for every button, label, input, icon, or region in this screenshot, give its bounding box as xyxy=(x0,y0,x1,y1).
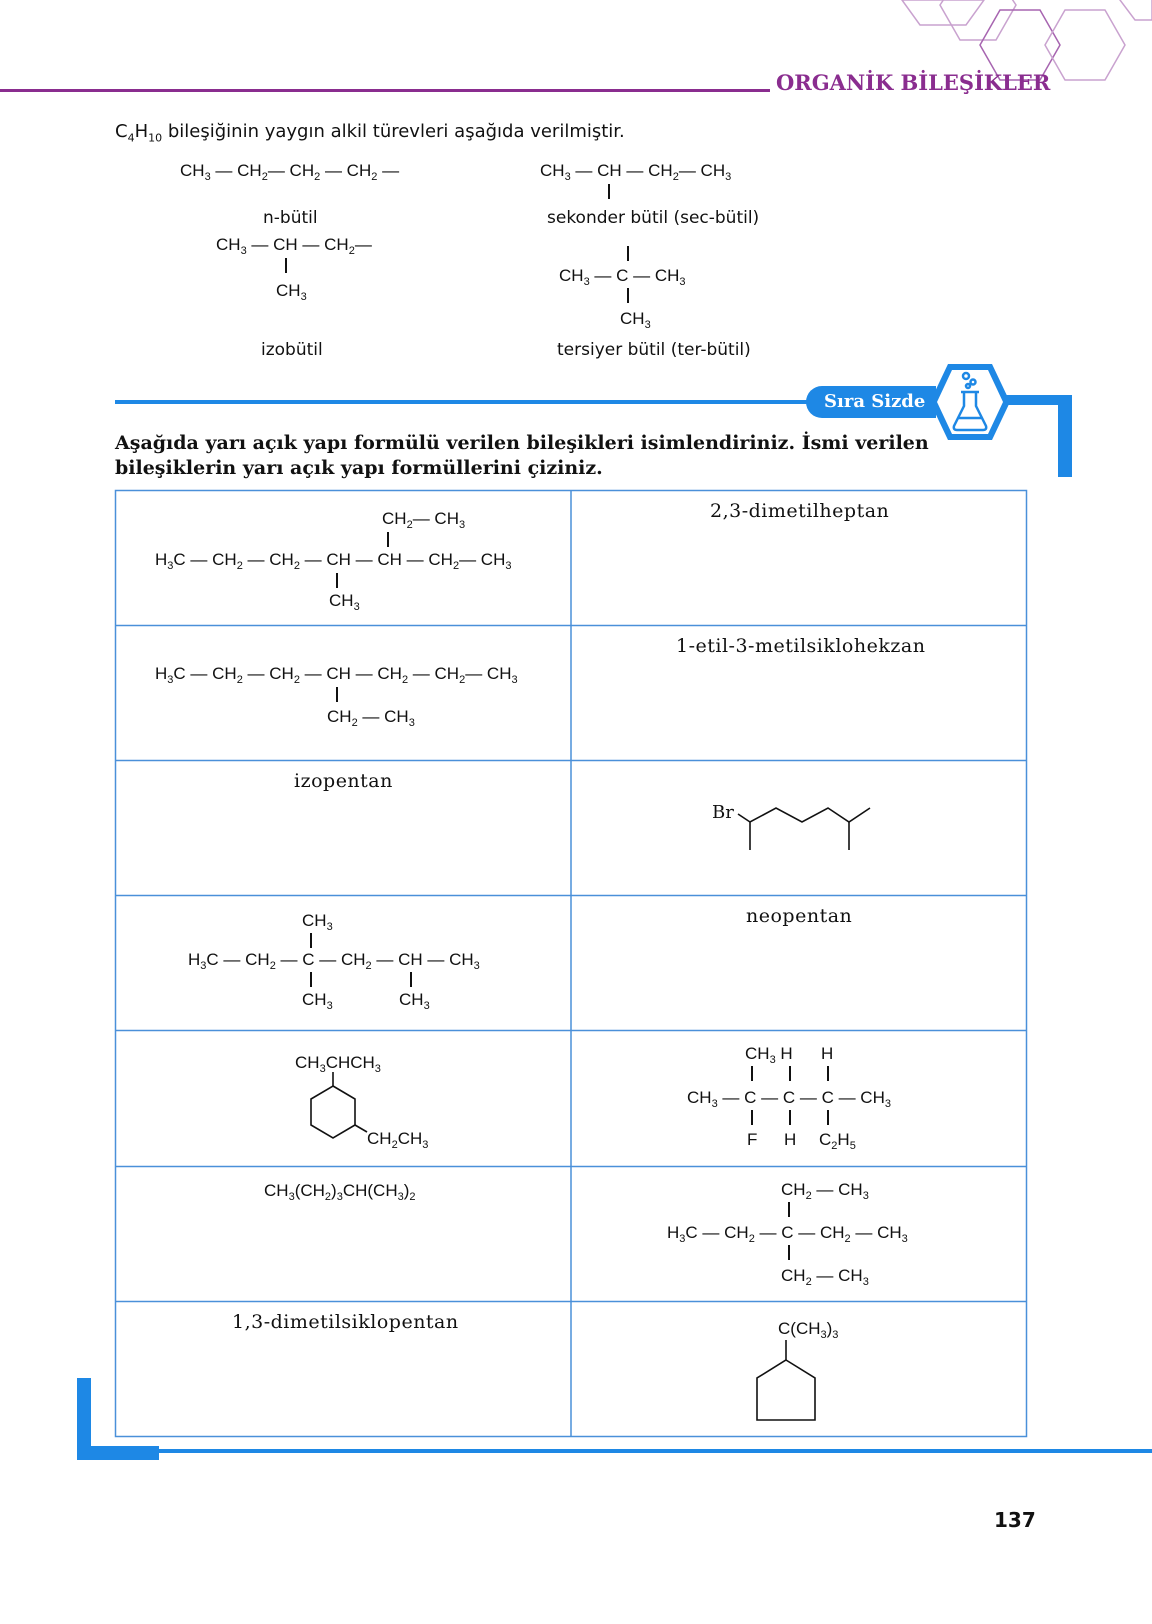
table-cell-r1-right: 2,3-dimetilheptan xyxy=(710,500,890,522)
sec-butyl-label: sekonder bütil (sec-bütil) xyxy=(547,208,760,228)
section-badge-label: Sıra Sizde xyxy=(824,391,926,412)
sec-butyl-structure: $CH_3$ — CH — $CH_2—$ $CH_3$ xyxy=(540,162,780,202)
n-butyl-structure: $CH_3$ — $CH_2—$ $CH_2$ — $CH_2$ — xyxy=(180,161,400,183)
table-cell-r1-left: $CH_2—$ $CH_3$ $H_3C$ — $CH_2$ — $CH_2$ — CH — CH — $CH_2—$ $CH_3$ $CH_3$ xyxy=(155,509,512,613)
page-number: 137 xyxy=(994,1508,1036,1532)
chapter-title: ORGANİK BİLEŞİKLER xyxy=(776,70,1051,95)
tert-butyl-label: tersiyer bütil (ter-bütil) xyxy=(557,340,751,360)
table-cell-r6-right: $CH_2$ — $CH_3$ $H_3C$ — $CH_2$ — C — $CH_2$ — $CH_3$ $CH_2$ — $CH_3$ xyxy=(667,1180,908,1288)
bottom-rule xyxy=(150,1449,1152,1453)
bottom-bracket-base xyxy=(77,1446,159,1460)
table-cell-r6-left: $CH_3(CH_2)_3CH(CH_3)_2$ xyxy=(264,1181,416,1203)
table-cell-r3-right: Br xyxy=(712,800,882,860)
isobutyl-structure: $CH_3$ — CH — $CH_2—$ $CH_3$ xyxy=(216,235,372,303)
table-cell-r7-right: $C(CH_3)_3$ xyxy=(740,1318,860,1428)
table-cell-r5-right: $CH_3$ H H $CH_3$ — C — C — C — $CH_3$ F H $C_2H_5$ xyxy=(687,1044,891,1152)
table-cell-r2-left: $H_3C$ — $CH_2$ — $CH_2$ — CH — $CH_2$ — $CH_2—$ $CH_3$ $CH_2$ — $CH_3$ xyxy=(155,664,518,729)
tert-butyl-structure: $CH_3$ — C — $CH_3$ $CH_3$ xyxy=(559,246,759,336)
n-butyl-label: n-bütil xyxy=(263,208,318,228)
table-cell-r3-left: izopentan xyxy=(294,770,393,792)
intro-text: $C_4H_{10}$ bileşiğinin yaygın alkil türevleri aşağıda verilmiştir. xyxy=(115,121,625,145)
isobutyl-label: izobütil xyxy=(261,340,323,360)
table-cell-r2-right: 1-etil-3-metilsiklohekzan xyxy=(676,635,926,657)
table-cell-r7-left: 1,3-dimetilsiklopentan xyxy=(232,1311,459,1333)
table-cell-r5-left: $CH_3CHCH_3$ $CH_2CH_3$ xyxy=(295,1053,429,1151)
table-cell-r4-right: neopentan xyxy=(746,905,853,927)
table-cell-r4-left: $CH_3$ $H_3C$ — $CH_2$ — C — $CH_2$ — CH — $CH_3$ $CH_3$ $CH_3$ xyxy=(188,911,480,1012)
section-instruction: Aşağıda yarı açık yapı formülü verilen bileşikleri isimlendiriniz. İsmi verilen bileşiklerin yarı açık yapı formüllerini çiziniz. xyxy=(115,432,929,479)
